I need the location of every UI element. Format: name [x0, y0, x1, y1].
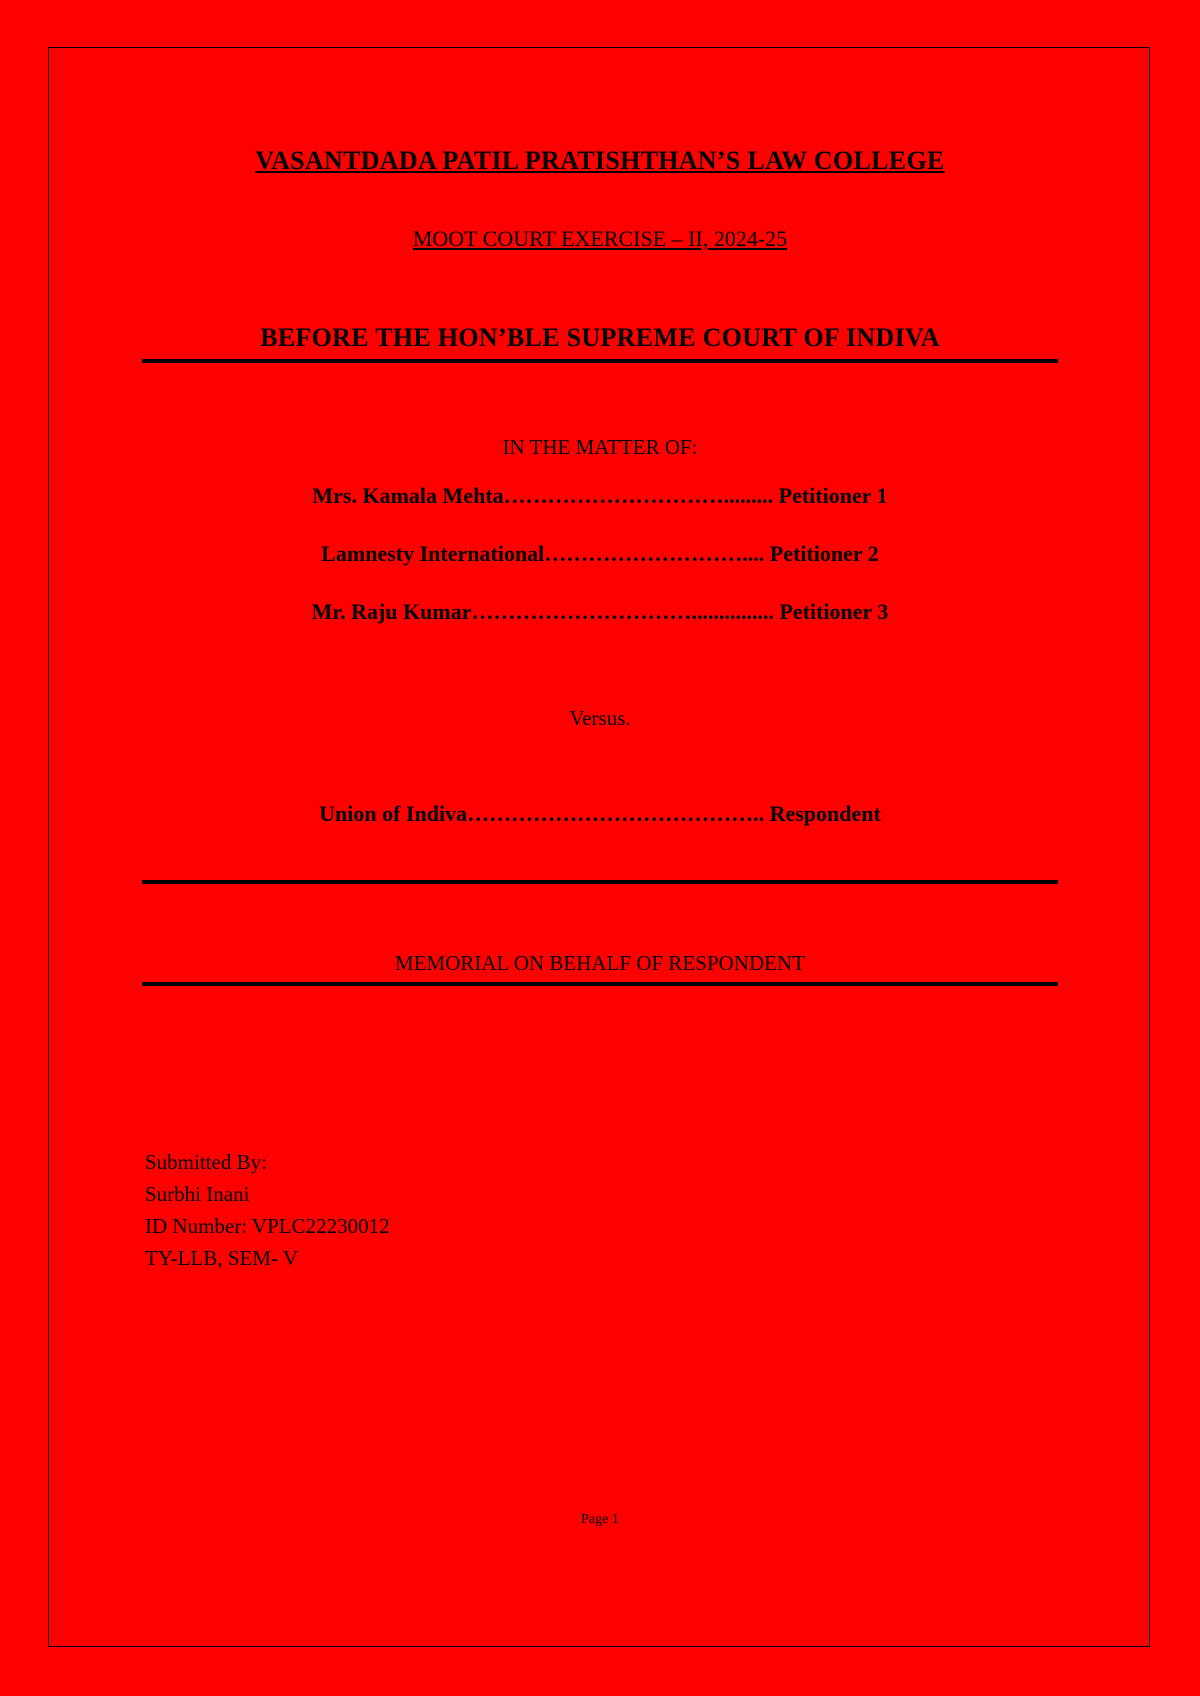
court-title: BEFORE THE HON’BLE SUPREME COURT OF INDIVA: [260, 323, 940, 352]
submitter-name: Surbhi Inani: [145, 1182, 250, 1206]
submitted-by-block: [145, 1146, 390, 1274]
page-border: [48, 47, 1150, 1647]
submitter-course: TY-LLB, SEM- V: [145, 1246, 299, 1270]
respondent: Union of Indiva………………………………….. Respondent: [319, 801, 881, 826]
divider-rule: [142, 982, 1058, 986]
petitioner-3: Mr. Raju Kumar…………………………............... Petitioner 3: [311, 599, 889, 624]
submitter-id: ID Number: VPLC22230012: [145, 1214, 390, 1238]
memorial-title: MEMORIAL ON BEHALF OF RESPONDENT: [395, 951, 805, 975]
petitioner-1: Mrs. Kamala Mehta…………………………......... Petitioner 1: [312, 483, 888, 508]
divider-rule: [142, 880, 1058, 884]
page-number: Page 1: [581, 1512, 619, 1527]
divider-rule: [142, 359, 1058, 363]
matter-heading: IN THE MATTER OF:: [502, 435, 698, 459]
college-name: VASANTDADA PATIL PRATISHTHAN’S LAW COLLEGE: [255, 146, 945, 175]
petitioner-2: Lamnesty International……………………….... Petitioner 2: [321, 541, 879, 566]
versus-label: Versus.: [569, 706, 631, 730]
exercise-title: MOOT COURT EXERCISE – II, 2024-25: [412, 226, 788, 251]
submitted-label: Submitted By:: [145, 1150, 267, 1174]
